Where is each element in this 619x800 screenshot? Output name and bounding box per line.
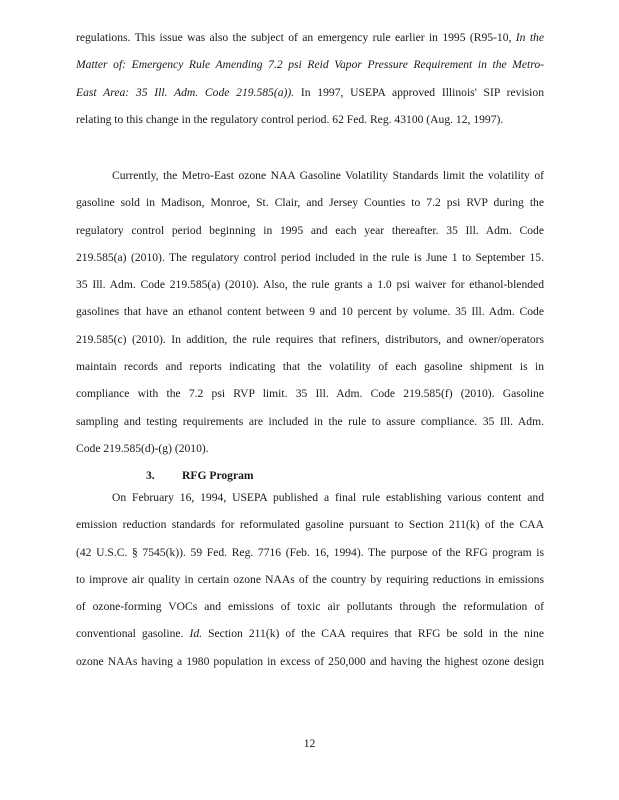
text-line: East Area: 35 Ill. Adm. Code 219.585(a)). In 1997, USEPA approved Illinois' SIP revision	[76, 85, 544, 99]
text-line: (42 U.S.C. § 7545(k)). 59 Fed. Reg. 7716 (Feb. 16, 1994). The purpose of the RFG program is	[76, 545, 544, 559]
paragraph-2	[76, 162, 544, 462]
text-line: regulatory control period beginning in 1995 and each year thereafter. 35 Ill. Adm. Code	[76, 223, 544, 237]
italic-text: In the	[515, 31, 544, 44]
text-line: to improve air quality in certain ozone NAAs of the country by requiring reductions in emissions	[76, 572, 544, 586]
text-line: compliance with the 7.2 psi RVP limit. 35 Ill. Adm. Code 219.585(f) (2010). Gasoline	[76, 387, 544, 401]
text-line: On February 16, 1994, USEPA published a final rule establishing various content and	[112, 491, 544, 504]
text-line	[76, 51, 544, 78]
text-line: 219.585(c) (2010). In addition, the rule requires that refiners, distributors, and owner/operators	[76, 332, 544, 346]
text-line: 219.585(a) (2010). The regulatory control period included in the rule is June 1 to September 15.	[76, 250, 544, 264]
text-line: conventional gasoline. Id. Section 211(k) of the CAA requires that RFG be sold in the nine	[76, 627, 544, 641]
page-number: 12	[303, 737, 316, 750]
text-line: relating to this change in the regulatory control period. 62 Fed. Reg. 43100 (Aug. 12, 1997).	[76, 112, 504, 126]
text-line: emission reduction standards for reformulated gasoline pursuant to Section 211(k) of the CAA	[76, 518, 544, 532]
section-number: 3.	[146, 469, 155, 482]
text-line: regulations. This issue was also the subject of an emergency rule earlier in 1995 (R95-10, In the	[76, 31, 544, 44]
text-line: gasoline sold in Madison, Monroe, St. Clair, and Jersey Counties to 7.2 psi RVP during the	[76, 196, 544, 210]
text-line: ozone NAAs having a 1980 population in excess of 250,000 and having the highest ozone design	[76, 654, 544, 668]
text-line: maintain records and reports indicating that the volatility of each gasoline shipment is in	[76, 360, 544, 374]
section-heading	[146, 469, 254, 482]
italic-text: Matter of: Emergency Rule Amending 7.2 psi Reid Vapor Pressure Requirement in the Metro-	[76, 58, 544, 72]
paragraph-3	[76, 484, 544, 675]
text-line: Code 219.585(d)-(g) (2010).	[76, 441, 209, 455]
italic-text: Id.	[189, 627, 203, 641]
text-line: of ozone-forming VOCs and emissions of toxic air pollutants through the reformulation of	[76, 600, 544, 614]
text-line: Currently, the Metro-East ozone NAA Gasoline Volatility Standards limit the volatility of	[112, 169, 544, 182]
italic-text: East Area: 35 Ill. Adm. Code 219.585(a)).	[76, 85, 295, 99]
section-title: RFG Program	[182, 469, 254, 482]
paragraph-1	[76, 24, 544, 133]
text-line: gasolines that have an ethanol content between 9 and 10 percent by volume. 35 Ill. Adm. Code	[76, 305, 544, 319]
text-line: 35 Ill. Adm. Code 219.585(a) (2010). Also, the rule grants a 1.0 psi waiver for ethanol-blended	[76, 278, 544, 292]
text-line: sampling and testing requirements are included in the rule to assure compliance. 35 Ill. Adm.	[76, 414, 544, 428]
